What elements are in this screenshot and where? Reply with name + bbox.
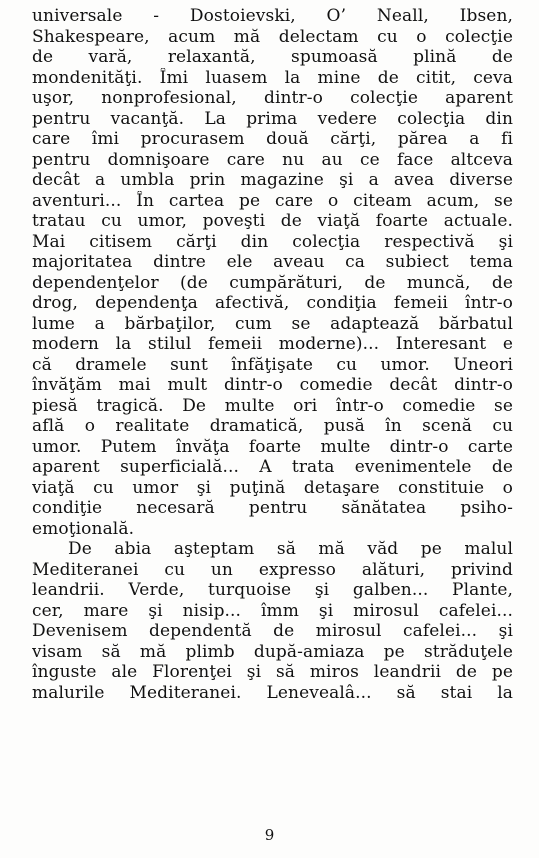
text-line: pentru domnişoare care nu au ce face altceva <box>32 149 513 170</box>
text-line: viaţă cu umor şi puţină detaşare constituie o <box>32 477 513 498</box>
text-line: condiţie necesară pentru sănătatea psiho- <box>32 498 513 518</box>
body-text <box>32 6 513 703</box>
text-line: leandrii. Verde, turquoise şi galben... Plante, <box>32 580 513 600</box>
page-number: 9 <box>264 826 275 844</box>
text-line: De abia aşteptam să mă văd pe malul <box>68 539 513 559</box>
text-line: care îmi procurasem două cărţi, părea a fi <box>32 129 513 149</box>
text-line: mondenităţi. Îmi luasem la mine de citit, ceva <box>32 67 513 88</box>
text-line: drog, dependenţa afectivă, condiţia femeii într-o <box>32 293 513 313</box>
text-line: aventuri... În cartea pe care o citeam acum, se <box>32 190 513 211</box>
text-line: dependenţelor (de cumpărături, de muncă, de <box>32 272 513 293</box>
text-line: majoritatea dintre ele aveau ca subiect tema <box>32 252 513 272</box>
text-line: visam să mă plimb după-amiaza pe străduţele <box>32 641 513 662</box>
text-line: uşor, nonprofesional, dintr-o colecţie aparent <box>32 88 513 108</box>
text-line: decât a umbla prin magazine şi a avea diverse <box>32 170 513 190</box>
text-line: Mediteranei cu un expresso alături, privind <box>32 559 513 580</box>
text-line: află o realitate dramatică, pusă în scenă cu <box>32 416 513 436</box>
text-line: malurile Mediteranei. Lenevealâ... să stai la <box>32 682 513 703</box>
text-line: aparent superficială... A trata evenimentele de <box>32 457 513 477</box>
text-line: cer, mare şi nisip... îmm şi mirosul cafelei... <box>32 600 513 621</box>
text-line: Devenisem dependentă de mirosul cafelei... şi <box>32 621 513 641</box>
text-line: lume a bărbaţilor, cum se adaptează bărbatul <box>32 313 513 334</box>
text-line: universale - Dostoievski, O’ Neall, Ibsen, <box>32 6 513 26</box>
text-line: piesă tragică. De multe ori într-o comedie se <box>32 395 513 416</box>
text-line: învăţăm mai mult dintr-o comedie decât dintr-o <box>32 375 513 395</box>
text-line: de vară, relaxantă, spumoasă plină de <box>32 47 513 67</box>
text-line: modern la stilul femeii moderne)... Interesant e <box>32 334 513 354</box>
text-line: emoţională. <box>32 518 135 539</box>
text-line: umor. Putem învăţa foarte multe dintr-o carte <box>32 436 513 457</box>
text-line: tratau cu umor, poveşti de viaţă foarte actuale. <box>32 211 513 231</box>
text-line: că dramele sunt înfăţişate cu umor. Uneori <box>32 354 513 375</box>
text-line: Shakespeare, acum mă delectam cu o colecţie <box>32 26 513 47</box>
text-line: înguste ale Florenţei şi să miros leandrii de pe <box>32 662 513 682</box>
text-line: pentru vacanţă. La prima vedere colecţia din <box>32 108 513 129</box>
text-line: Mai citisem cărţi din colecţia respectivă şi <box>32 231 513 252</box>
